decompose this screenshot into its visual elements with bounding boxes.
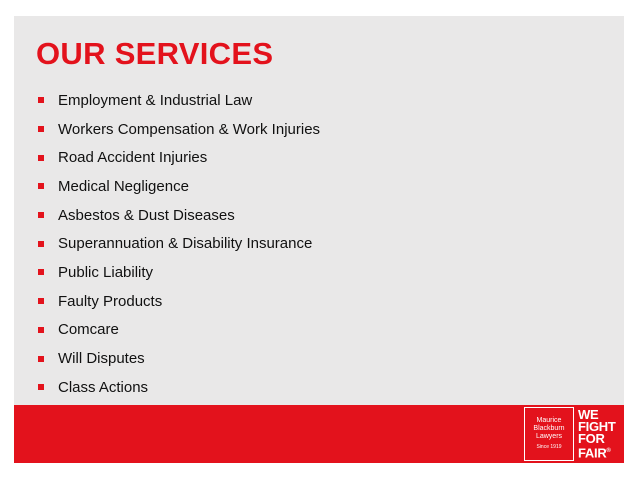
service-label: Faulty Products — [58, 292, 163, 310]
service-item — [38, 287, 320, 316]
service-item — [38, 201, 320, 230]
service-label: Asbestos & Dust Diseases — [58, 206, 235, 224]
square-bullet-icon — [38, 327, 44, 333]
logo-tagline-word: FIGHT — [578, 418, 616, 434]
maurice-blackburn-logo — [524, 407, 620, 461]
logo-firm-line: Blackburn — [533, 425, 565, 432]
service-item — [38, 373, 320, 402]
square-bullet-icon — [38, 269, 44, 275]
logo-tagline-word: WE — [578, 406, 599, 422]
service-label: Comcare — [58, 321, 119, 339]
service-item — [38, 258, 320, 287]
service-label: Class Actions — [58, 378, 149, 396]
square-bullet-icon — [38, 97, 44, 103]
service-item — [38, 86, 320, 115]
square-bullet-icon — [38, 183, 44, 189]
footer-band — [14, 405, 624, 463]
service-label: Public Liability — [58, 263, 154, 281]
registered-mark: ® — [606, 447, 611, 454]
services-list — [38, 86, 320, 402]
logo-firm-line: Maurice — [536, 417, 562, 424]
square-bullet-icon — [38, 356, 44, 362]
square-bullet-icon — [38, 126, 44, 132]
logo-tagline — [578, 407, 616, 461]
service-label: Will Disputes — [58, 350, 145, 368]
service-item — [38, 143, 320, 172]
service-label: Medical Negligence — [58, 177, 189, 195]
square-bullet-icon — [38, 155, 44, 161]
slide-panel — [14, 16, 624, 463]
logo-tagline-last — [578, 445, 616, 459]
slide-title: OUR SERVICES — [36, 36, 274, 71]
service-item — [38, 115, 320, 144]
square-bullet-icon — [38, 298, 44, 304]
service-item — [38, 316, 320, 345]
logo-tagline-word: FAIR — [578, 445, 607, 461]
service-label: Workers Compensation & Work Injuries — [58, 120, 321, 138]
logo-firm-line: Lawyers — [535, 433, 563, 440]
square-bullet-icon — [38, 241, 44, 247]
square-bullet-icon — [38, 212, 44, 218]
square-bullet-icon — [38, 384, 44, 390]
service-item — [38, 229, 320, 258]
service-label: Employment & Industrial Law — [58, 91, 253, 109]
service-label: Superannuation & Disability Insurance — [58, 235, 313, 253]
logo-tagline-word: FOR — [578, 430, 605, 446]
service-item — [38, 172, 320, 201]
logo-firm-box — [524, 407, 574, 461]
service-label: Road Accident Injuries — [58, 149, 208, 167]
logo-since: Since 1919 — [536, 444, 562, 450]
service-item — [38, 344, 320, 373]
